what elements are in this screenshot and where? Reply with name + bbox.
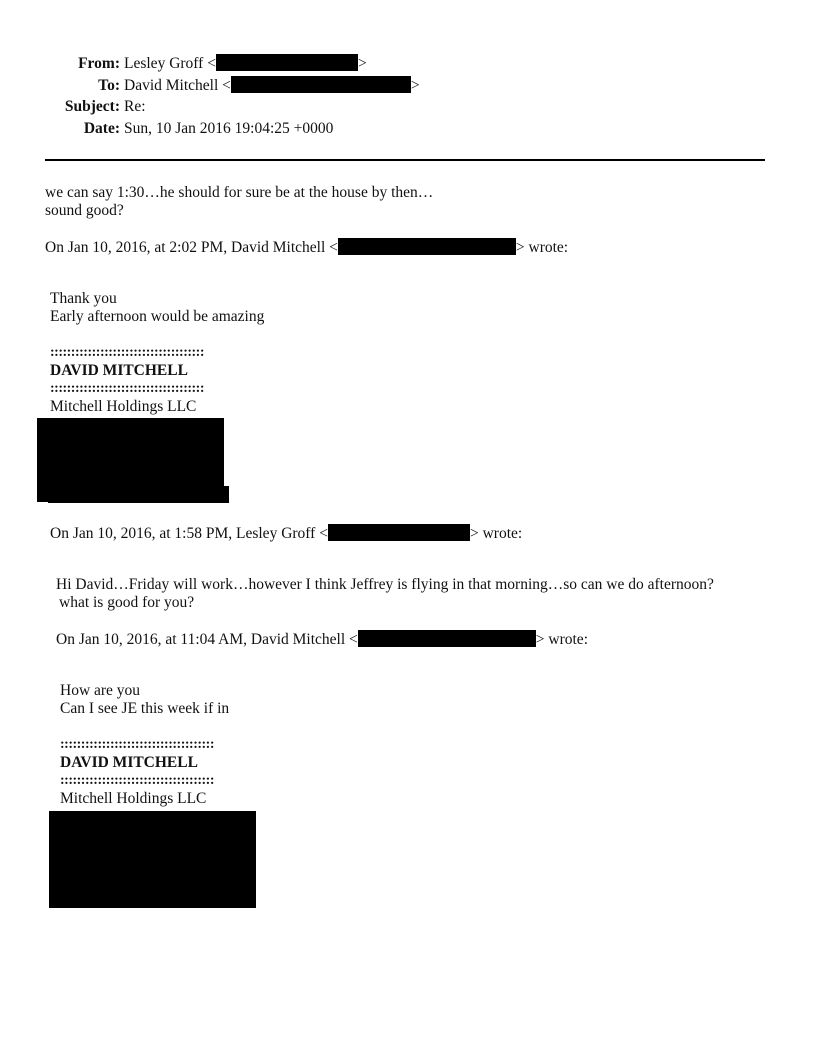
redaction-bar [231,76,411,93]
quote-line: what is good for you? [59,594,195,611]
quote-intro [45,238,568,257]
to-label: To: [98,77,120,94]
from-label: From: [78,55,120,72]
signature-company: Mitchell Holdings LLC [60,790,207,807]
date-label: Date: [83,120,120,137]
quote-intro [50,524,522,543]
signature-company: Mitchell Holdings LLC [50,398,197,415]
header-to: To: David Mitchell < > [0,76,420,95]
redaction-bar [358,630,536,647]
subject-label: Subject: [64,98,120,115]
redaction-block [48,486,229,503]
quote-intro-prefix: On Jan 10, 2016, at 11:04 AM, David Mitchell < [56,631,358,648]
subject-value: Re: [124,98,146,115]
quote-line: How are you [60,682,141,699]
header-subject [0,98,146,116]
signature-divider: ::::::::::::::::::::::::::::::::::::: [60,737,214,752]
signature-name: DAVID MITCHELL [50,362,188,379]
redaction-bar [328,524,470,541]
signature-divider: ::::::::::::::::::::::::::::::::::::: [60,773,214,788]
to-value: David Mitchell [124,77,219,94]
quote-intro-suffix: > wrote: [535,631,588,648]
quote-intro [56,630,588,649]
quote-intro-prefix: On Jan 10, 2016, at 2:02 PM, David Mitchell < [45,239,338,256]
quote-line: Early afternoon would be amazing [50,308,265,325]
signature-divider: ::::::::::::::::::::::::::::::::::::: [50,345,204,360]
body-line: we can say 1:30…he should for sure be at the house by then… [45,184,434,201]
signature-name: DAVID MITCHELL [60,754,198,771]
redaction-bar [216,54,358,71]
signature-divider: ::::::::::::::::::::::::::::::::::::: [50,381,204,396]
date-value: Sun, 10 Jan 2016 19:04:25 +0000 [124,120,334,137]
header-from: From: Lesley Groff < > [0,54,367,73]
header-date [0,120,333,138]
quote-line: Thank you [50,290,117,307]
redaction-block [49,811,256,908]
body-line: sound good? [45,202,124,219]
header-divider [45,159,765,161]
quote-intro-prefix: On Jan 10, 2016, at 1:58 PM, Lesley Groff < [50,525,328,542]
quote-line: Can I see JE this week if in [60,700,230,717]
from-value: Lesley Groff [124,55,204,72]
quote-intro-suffix: > wrote: [469,525,523,542]
quote-line: Hi David…Friday will work…however I think Jeffrey is flying in that morning…so can we do afternoon? [56,576,714,593]
redaction-bar [338,238,516,255]
quote-intro-suffix: > wrote: [515,239,569,256]
